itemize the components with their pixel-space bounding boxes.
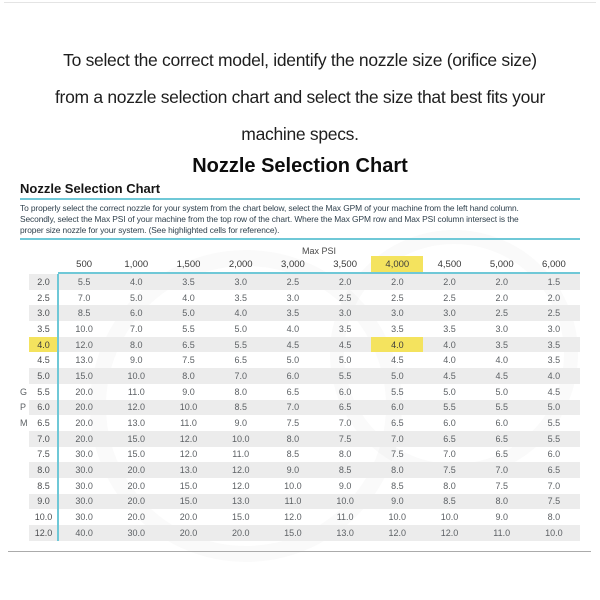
nozzle-size-cell: 15.0 [231,512,250,523]
nozzle-size-cell: 7.0 [547,480,561,491]
nozzle-size-cell: 7.5 [495,480,508,491]
nozzle-size-cell: 4.0 [215,305,267,321]
page-title: Nozzle Selection Chart [192,155,408,177]
nozzle-size-cell: 10.0 [75,323,93,334]
nozzle-size-cell: 4.0 [528,368,580,384]
nozzle-size-cell: 3.5 [234,292,247,303]
intro-line: To select the correct model, identify the nozzle size (orifice size) [63,50,537,70]
nozzle-size-cell: 3.0 [423,305,475,321]
nozzle-size-cell: 8.5 [58,305,110,321]
nozzle-size-cell: 6.5 [319,400,371,416]
section-title: Nozzle Selection Chart [20,181,161,196]
nozzle-size-cell: 5.5 [58,274,110,290]
nozzle-size-cell: 20.0 [75,386,93,397]
nozzle-size-cell: 12.0 [231,480,250,491]
nozzle-size-cell: 7.5 [391,449,404,460]
gpm-row-header: 5.5 [37,386,50,397]
description-line: proper size nozzle for your system. (See highlighted cells for reference). [20,225,280,235]
nozzle-size-cell: 4.5 [267,337,319,353]
nozzle-size-cell: 5.0 [528,400,580,416]
nozzle-size-cell: 20.0 [127,480,146,491]
nozzle-size-cell: 5.5 [182,323,195,334]
nozzle-size-cell: 4.0 [371,337,423,353]
gpm-row-header: 3.0 [29,305,58,321]
nozzle-size-cell: 7.5 [423,462,475,478]
nozzle-size-cell: 2.0 [371,274,423,290]
nozzle-size-cell: 8.0 [443,480,456,491]
nozzle-size-cell: 2.5 [338,292,352,303]
nozzle-size-cell: 4.0 [286,323,300,334]
table-row [20,400,580,416]
gpm-row-header: 8.5 [37,480,50,491]
nozzle-size-cell: 6.5 [162,337,214,353]
nozzle-size-cell: 5.0 [495,386,508,397]
nozzle-size-cell: 15.0 [267,525,319,541]
nozzle-size-cell: 8.5 [423,494,475,510]
gpm-axis-letter: P [20,402,27,413]
nozzle-size-cell: 30.0 [75,449,93,460]
nozzle-size-cell: 3.0 [319,305,371,321]
nozzle-size-cell: 11.0 [180,418,197,429]
nozzle-size-cell: 3.0 [547,323,561,334]
gpm-row-header: 7.5 [37,449,50,460]
nozzle-size-cell: 2.5 [267,274,319,290]
max-psi-axis-label: Max PSI [301,246,336,256]
nozzle-size-cell: 5.5 [528,431,580,447]
nozzle-size-cell: 9.0 [130,355,143,366]
nozzle-size-cell: 2.0 [495,292,508,303]
nozzle-size-cell: 20.0 [110,462,162,478]
nozzle-size-cell: 1.5 [528,274,580,290]
nozzle-size-cell: 12.0 [284,512,302,523]
nozzle-chart-section [20,181,580,541]
nozzle-size-cell: 7.5 [528,494,580,510]
nozzle-size-cell: 3.5 [443,323,456,334]
nozzle-size-cell: 4.0 [110,274,162,290]
nozzle-size-cell: 3.5 [528,337,580,353]
nozzle-size-cell: 10.0 [110,368,162,384]
gpm-row-header: 2.0 [29,274,58,290]
nozzle-size-cell: 6.0 [443,418,456,429]
nozzle-size-cell: 5.0 [162,305,214,321]
nozzle-size-cell: 7.5 [319,431,371,447]
nozzle-size-cell: 8.0 [110,337,162,353]
nozzle-size-cell: 10.0 [215,431,267,447]
nozzle-size-cell: 3.0 [286,292,300,303]
nozzle-size-cell: 3.5 [338,323,352,334]
nozzle-size-cell: 11.0 [127,386,145,397]
gpm-row-header: 6.0 [29,400,58,416]
gpm-row-header: 5.0 [29,368,58,384]
nozzle-size-cell: 6.5 [423,431,475,447]
nozzle-size-cell: 13.0 [75,355,93,366]
nozzle-size-cell: 30.0 [58,494,110,510]
bottom-divider-line [8,551,591,552]
table-row [20,447,580,463]
nozzle-size-cell: 4.0 [182,292,195,303]
psi-column-header: 500 [76,258,93,270]
nozzle-size-cell: 20.0 [215,525,267,541]
nozzle-size-cell: 5.0 [234,323,247,334]
nozzle-size-cell: 10.0 [440,512,459,523]
gpm-row-header: 12.0 [29,525,58,541]
nozzle-size-cell: 13.0 [162,462,214,478]
nozzle-size-cell: 6.5 [476,431,528,447]
nozzle-size-cell: 5.0 [338,355,352,366]
nozzle-size-cell: 12.0 [110,400,162,416]
nozzle-size-cell: 20.0 [58,431,110,447]
nozzle-size-cell: 2.5 [391,292,404,303]
nozzle-size-cell: 8.0 [476,494,528,510]
nozzle-size-cell: 5.0 [443,386,456,397]
psi-column-header: 5,000 [489,258,514,270]
nozzle-size-cell: 5.5 [215,337,267,353]
nozzle-size-cell: 12.0 [162,431,214,447]
nozzle-size-cell: 11.0 [232,449,250,460]
nozzle-size-cell: 11.0 [267,494,319,510]
psi-column-header: 3,500 [333,258,357,270]
nozzle-size-cell: 8.0 [547,512,561,523]
gpm-axis-letter: M [20,418,28,429]
nozzle-size-cell: 4.0 [443,355,456,366]
table-row [20,525,580,541]
nozzle-size-cell: 4.5 [547,386,561,397]
gpm-row-header: 6.5 [37,418,50,429]
table-row [20,368,580,384]
nozzle-size-cell: 8.5 [391,480,404,491]
description-line: To properly select the correct nozzle for your system from the chart below, select the Max GPM of your machine from the left hand column. [20,203,519,213]
nozzle-size-cell: 2.0 [423,274,475,290]
nozzle-size-cell: 9.0 [267,462,319,478]
nozzle-size-cell: 3.0 [371,305,423,321]
nozzle-size-cell: 11.0 [336,512,354,523]
nozzle-size-cell: 6.0 [495,418,508,429]
nozzle-size-cell: 5.0 [130,292,143,303]
nozzle-size-cell: 6.5 [528,462,580,478]
table-row [20,290,580,306]
nozzle-size-cell: 9.0 [338,480,352,491]
table-row [20,352,580,368]
table-row [20,478,580,494]
nozzle-size-cell: 15.0 [58,368,110,384]
nozzle-size-cell: 5.5 [476,400,528,416]
nozzle-size-cell: 10.0 [388,512,407,523]
gpm-row-header: 8.0 [29,462,58,478]
nozzle-table-body [20,274,580,541]
nozzle-size-cell: 7.0 [371,431,423,447]
nozzle-size-cell: 4.0 [495,355,508,366]
nozzle-size-cell: 6.0 [547,449,561,460]
nozzle-size-cell: 6.5 [234,355,247,366]
nozzle-size-cell: 2.0 [476,274,528,290]
table-row [20,509,580,525]
nozzle-size-cell: 20.0 [127,512,146,523]
nozzle-size-cell: 5.0 [286,355,300,366]
row-header-divider-line [57,274,59,541]
nozzle-size-cell: 20.0 [75,418,93,429]
nozzle-size-cell: 12.0 [58,337,110,353]
nozzle-size-cell: 3.5 [547,355,561,366]
gpm-row-header: 9.0 [29,494,58,510]
table-header-row [20,256,580,272]
nozzle-size-cell: 9.0 [371,494,423,510]
gpm-row-header: 4.0 [29,337,58,353]
nozzle-size-cell: 20.0 [179,512,198,523]
nozzle-size-cell: 7.5 [182,355,195,366]
table-row [20,305,580,321]
psi-column-header: 1,000 [124,258,149,270]
nozzle-size-cell: 10.0 [284,480,302,491]
nozzle-size-cell: 12.0 [371,525,423,541]
psi-column-header: 1,500 [176,258,201,270]
nozzle-size-cell: 6.5 [495,449,508,460]
intro-line: from a nozzle selection chart and select the size that best fits your [55,87,545,107]
nozzle-size-cell: 12.0 [423,525,475,541]
nozzle-size-cell: 5.5 [423,400,475,416]
table-row [20,494,580,510]
nozzle-size-cell: 7.0 [267,400,319,416]
table-row [20,337,580,353]
gpm-row-header: 4.5 [37,355,50,366]
nozzle-size-cell: 9.0 [234,418,247,429]
gpm-row-header: 10.0 [34,512,53,523]
gpm-row-header: 3.5 [37,323,50,334]
intro-line: machine specs. [241,124,359,144]
nozzle-size-cell: 4.5 [476,368,528,384]
nozzle-size-cell: 12.0 [215,462,267,478]
nozzle-size-cell: 8.0 [371,462,423,478]
nozzle-size-cell: 30.0 [75,512,93,523]
nozzle-size-cell: 13.0 [319,525,371,541]
accent-rule-top [20,198,580,200]
corner-cell [29,256,58,272]
nozzle-size-cell: 2.0 [547,292,561,303]
psi-column-header: 2,000 [228,258,253,270]
nozzle-size-cell: 8.0 [338,449,352,460]
gpm-row-header: 2.5 [37,292,50,303]
psi-column-header: 4,000 [371,256,423,272]
nozzle-size-cell: 3.0 [495,323,508,334]
nozzle-size-cell: 20.0 [58,400,110,416]
nozzle-size-cell: 11.0 [476,525,528,541]
nozzle-size-cell: 8.0 [162,368,214,384]
psi-column-header: 4,500 [437,258,462,270]
nozzle-size-cell: 6.0 [267,368,319,384]
nozzle-size-cell: 5.5 [391,386,404,397]
nozzle-size-cell: 6.5 [391,418,404,429]
gpm-row-header: 7.0 [29,431,58,447]
nozzle-size-cell: 12.0 [179,449,198,460]
table-row [20,321,580,337]
nozzle-size-cell: 3.5 [476,337,528,353]
nozzle-size-cell: 2.5 [443,292,456,303]
nozzle-size-cell: 3.5 [267,305,319,321]
description-line: Secondly, select the Max PSI of your machine from the top row of the chart. Where the Max GPM row and Max PSI column intersect is the [20,214,519,224]
nozzle-size-cell: 8.0 [267,431,319,447]
nozzle-size-cell: 7.0 [215,368,267,384]
nozzle-size-cell: 10.0 [319,494,371,510]
nozzle-size-cell: 6.0 [338,386,352,397]
nozzle-size-cell: 6.5 [286,386,300,397]
nozzle-size-cell: 8.5 [319,462,371,478]
nozzle-size-cell: 20.0 [110,494,162,510]
table-row [20,384,580,400]
nozzle-size-cell: 13.0 [215,494,267,510]
nozzle-size-cell: 15.0 [110,431,162,447]
nozzle-size-cell: 4.5 [423,368,475,384]
nozzle-size-cell: 5.5 [319,368,371,384]
nozzle-size-cell: 40.0 [58,525,110,541]
table-row [20,462,580,478]
nozzle-size-cell: 20.0 [162,525,214,541]
psi-column-header: 6,000 [542,258,566,270]
nozzle-size-cell: 30.0 [58,462,110,478]
nozzle-size-cell: 4.5 [319,337,371,353]
table-row [20,274,580,290]
nozzle-size-cell: 7.0 [77,292,91,303]
nozzle-size-cell: 7.0 [443,449,456,460]
accent-rule-bottom [20,238,580,240]
nozzle-size-cell: 5.0 [371,368,423,384]
nozzle-size-cell: 9.0 [495,512,508,523]
nozzle-size-cell: 15.0 [162,494,214,510]
nozzle-size-cell: 10.0 [162,400,214,416]
nozzle-size-cell: 6.0 [110,305,162,321]
nozzle-size-cell: 8.0 [234,386,247,397]
nozzle-size-cell: 7.5 [286,418,300,429]
nozzle-size-cell: 30.0 [75,480,93,491]
section-description [20,203,580,236]
nozzle-size-cell: 15.0 [179,480,198,491]
nozzle-size-cell: 9.0 [182,386,195,397]
nozzle-size-cell: 3.0 [215,274,267,290]
gpm-axis-letter: G [20,386,28,397]
nozzle-size-cell: 7.0 [476,462,528,478]
nozzle-size-cell: 2.5 [528,305,580,321]
nozzle-size-cell: 6.0 [371,400,423,416]
table-row [20,431,580,447]
nozzle-size-cell: 10.0 [528,525,580,541]
nozzle-size-cell: 2.0 [319,274,371,290]
nozzle-size-cell: 7.0 [338,418,352,429]
nozzle-size-cell: 4.5 [391,355,404,366]
nozzle-size-cell: 7.0 [130,323,143,334]
nozzle-size-cell: 15.0 [127,449,146,460]
nozzle-size-cell: 3.5 [391,323,404,334]
nozzle-size-cell: 4.0 [423,337,475,353]
psi-column-header: 3,000 [281,258,305,270]
nozzle-size-cell: 8.5 [286,449,300,460]
nozzle-size-cell: 13.0 [127,418,146,429]
intro-paragraph [0,0,600,153]
nozzle-size-cell: 8.5 [215,400,267,416]
table-row [20,415,580,431]
nozzle-size-cell: 3.5 [162,274,214,290]
nozzle-size-cell: 5.5 [547,418,561,429]
nozzle-size-cell: 30.0 [110,525,162,541]
nozzle-size-cell: 2.5 [476,305,528,321]
